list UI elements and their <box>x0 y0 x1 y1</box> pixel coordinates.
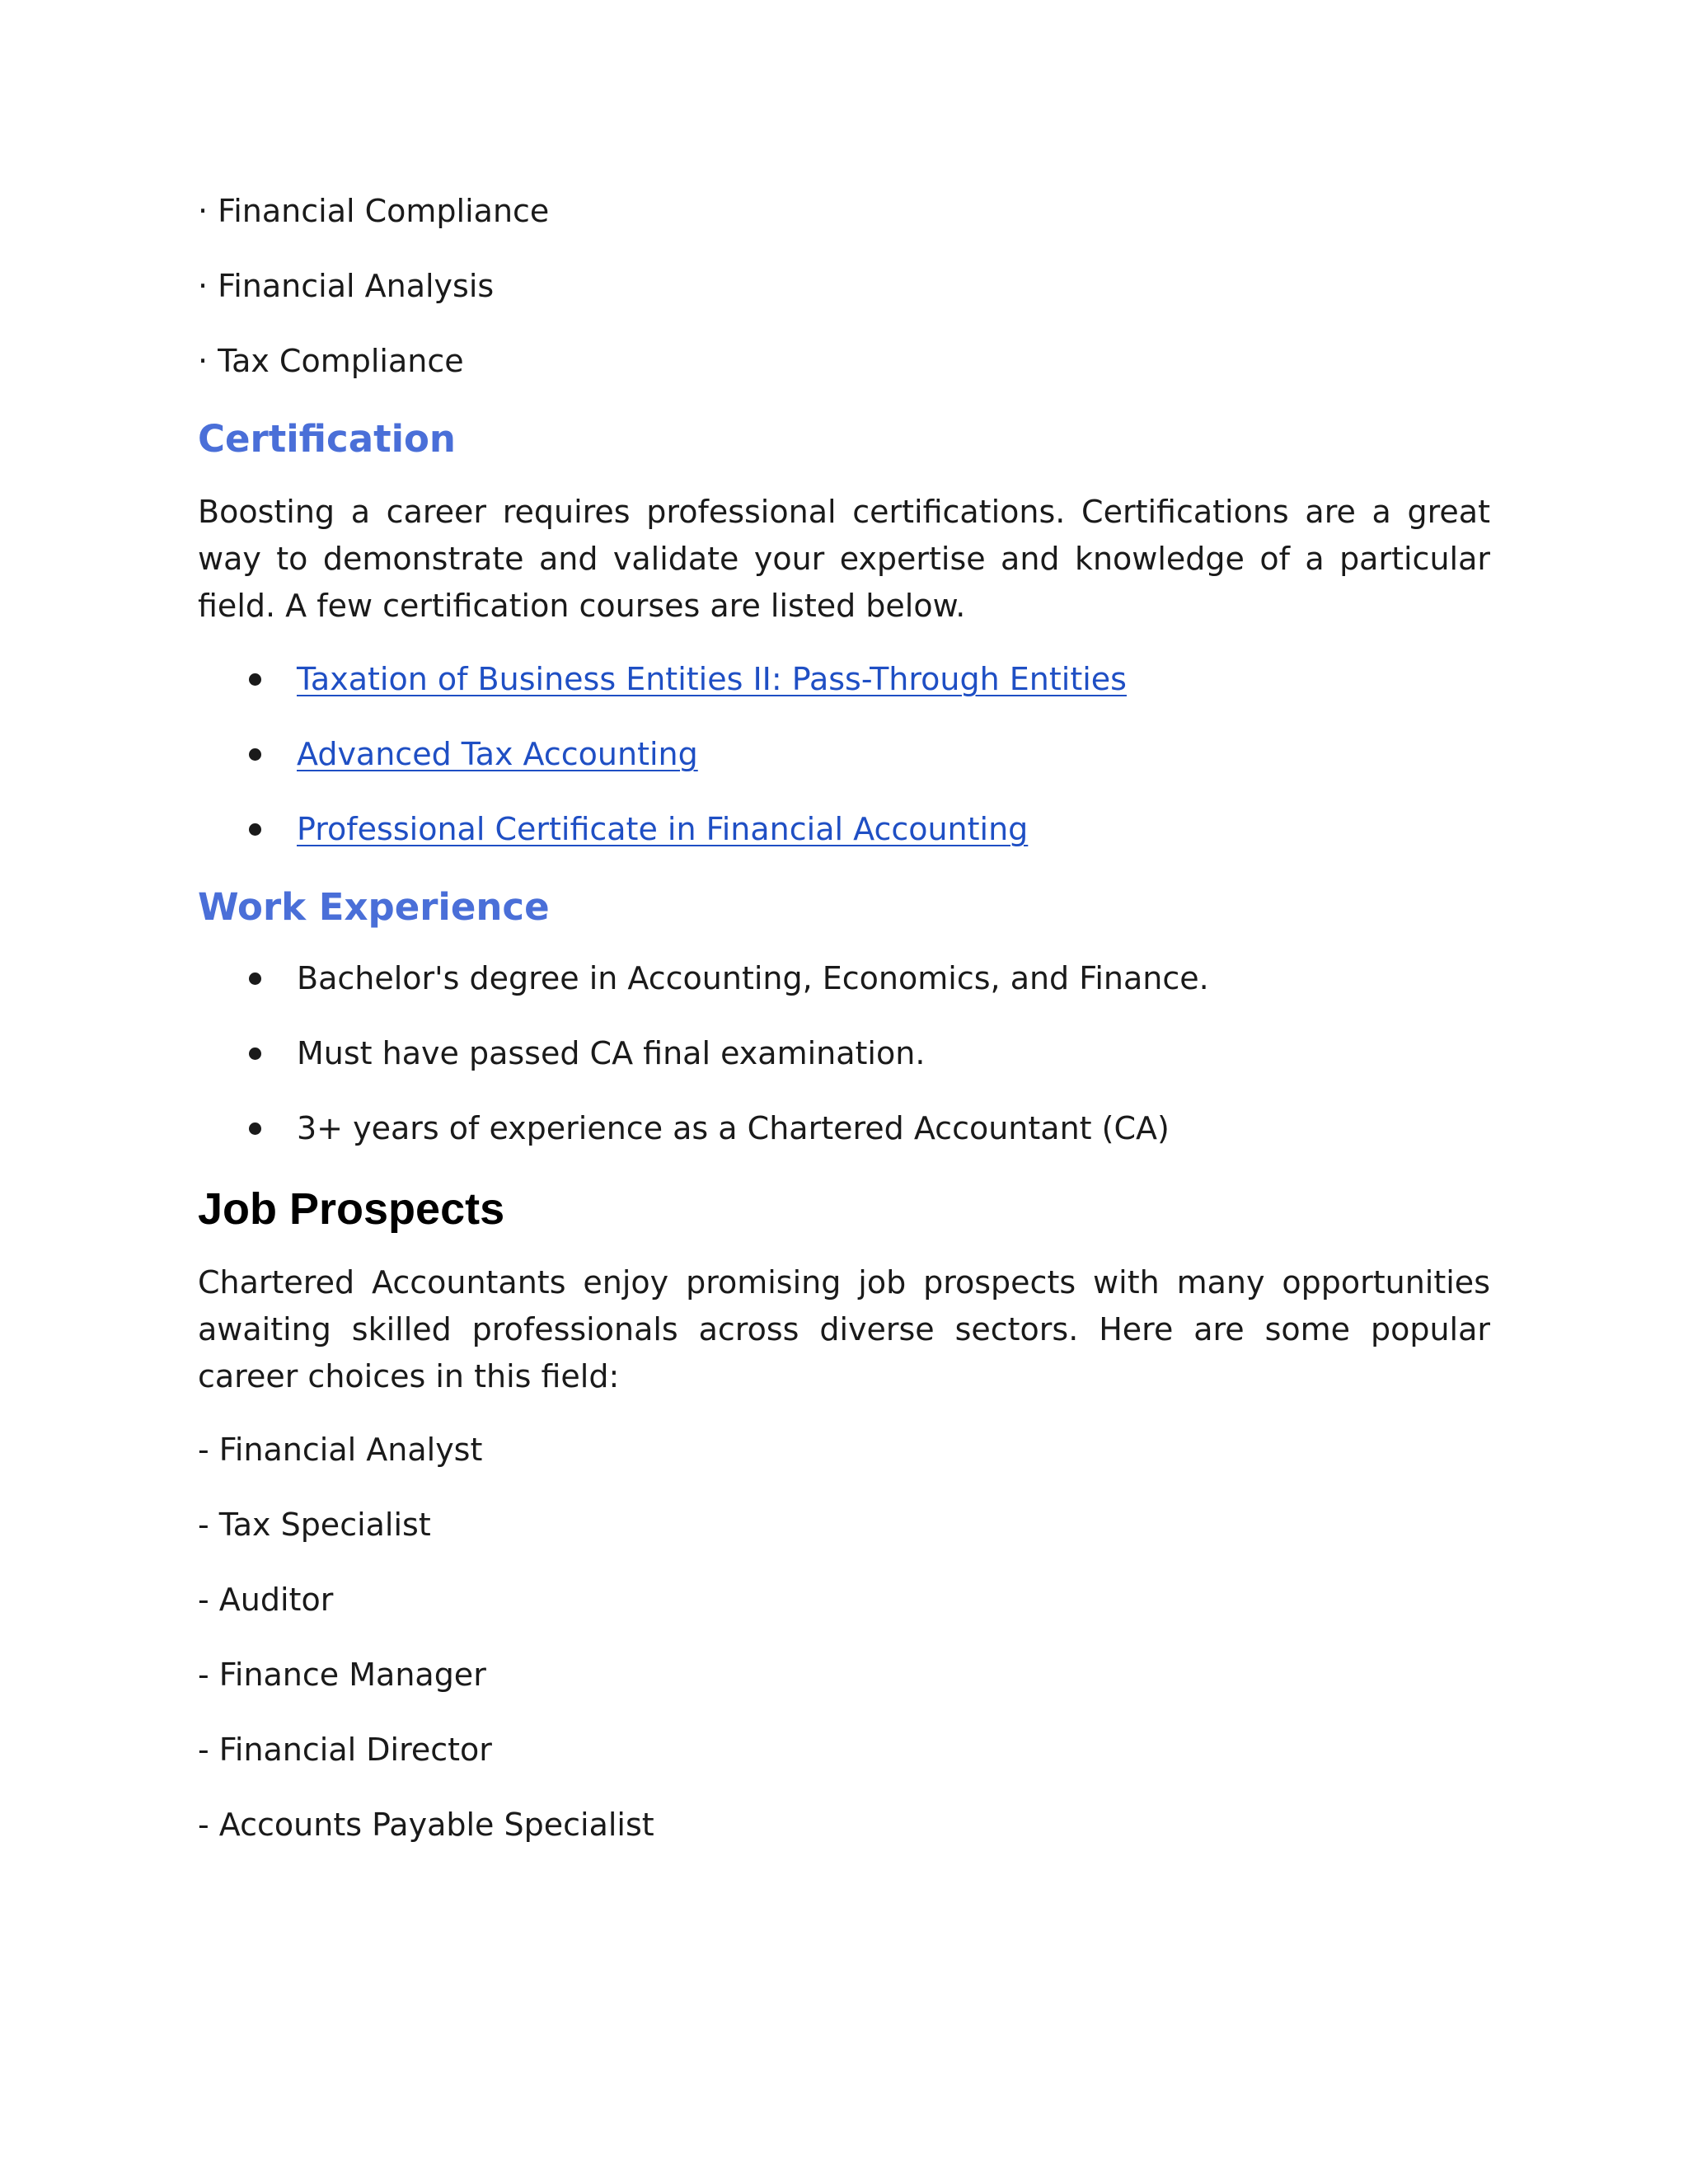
career-item: - Tax Specialist <box>198 1507 431 1543</box>
career-item: - Financial Director <box>198 1732 492 1768</box>
certification-paragraph: Boosting a career requires professional certifications. Certifications are a great way to demonstrate and validate your expertise and knowledge of a particular field. A few certification courses are listed below. <box>198 494 1490 624</box>
certification-heading: Certification <box>198 417 456 461</box>
work-experience-item: Must have passed CA final examination. <box>297 1035 926 1071</box>
document-page <box>198 190 1490 1878</box>
job-prospects-paragraph: Chartered Accountants enjoy promising job prospects with many opportunities awaiting skilled professionals across diverse sectors. Here are some popular career choices in this field: <box>198 1264 1490 1394</box>
list-item <box>198 1032 1490 1075</box>
course-link-advanced-tax-accounting[interactable]: Advanced Tax Accounting <box>297 736 698 772</box>
bullet-icon <box>249 972 261 985</box>
bullet-icon <box>249 673 261 686</box>
course-link-taxation-business-entities[interactable]: Taxation of Business Entities II: Pass-Through Entities <box>297 661 1127 697</box>
list-item <box>198 733 1490 776</box>
skill-item: · Financial Compliance <box>198 193 550 229</box>
bullet-icon <box>249 823 261 836</box>
course-link-financial-accounting-certificate[interactable]: Professional Certificate in Financial Accounting <box>297 811 1029 847</box>
skill-item: · Tax Compliance <box>198 343 464 379</box>
list-item <box>198 1107 1490 1150</box>
job-prospects-heading: Job Prospects <box>198 1184 505 1234</box>
list-item <box>198 808 1490 851</box>
work-experience-item: Bachelor's degree in Accounting, Economics, and Finance. <box>297 960 1209 996</box>
work-experience-heading: Work Experience <box>198 885 550 929</box>
skills-list <box>198 190 1490 382</box>
career-item: - Auditor <box>198 1582 334 1618</box>
work-experience-item: 3+ years of experience as a Chartered Accountant (CA) <box>297 1110 1170 1146</box>
list-item <box>198 957 1490 1000</box>
career-choices-list <box>198 1428 1490 1846</box>
skill-item: · Financial Analysis <box>198 268 495 304</box>
list-item <box>198 658 1490 701</box>
career-item: - Accounts Payable Specialist <box>198 1807 654 1843</box>
career-item: - Finance Manager <box>198 1657 486 1693</box>
work-experience-list <box>198 957 1490 1150</box>
bullet-icon <box>249 1122 261 1135</box>
bullet-icon <box>249 1047 261 1060</box>
certification-course-list <box>198 658 1490 851</box>
career-item: - Financial Analyst <box>198 1432 483 1468</box>
bullet-icon <box>249 748 261 761</box>
